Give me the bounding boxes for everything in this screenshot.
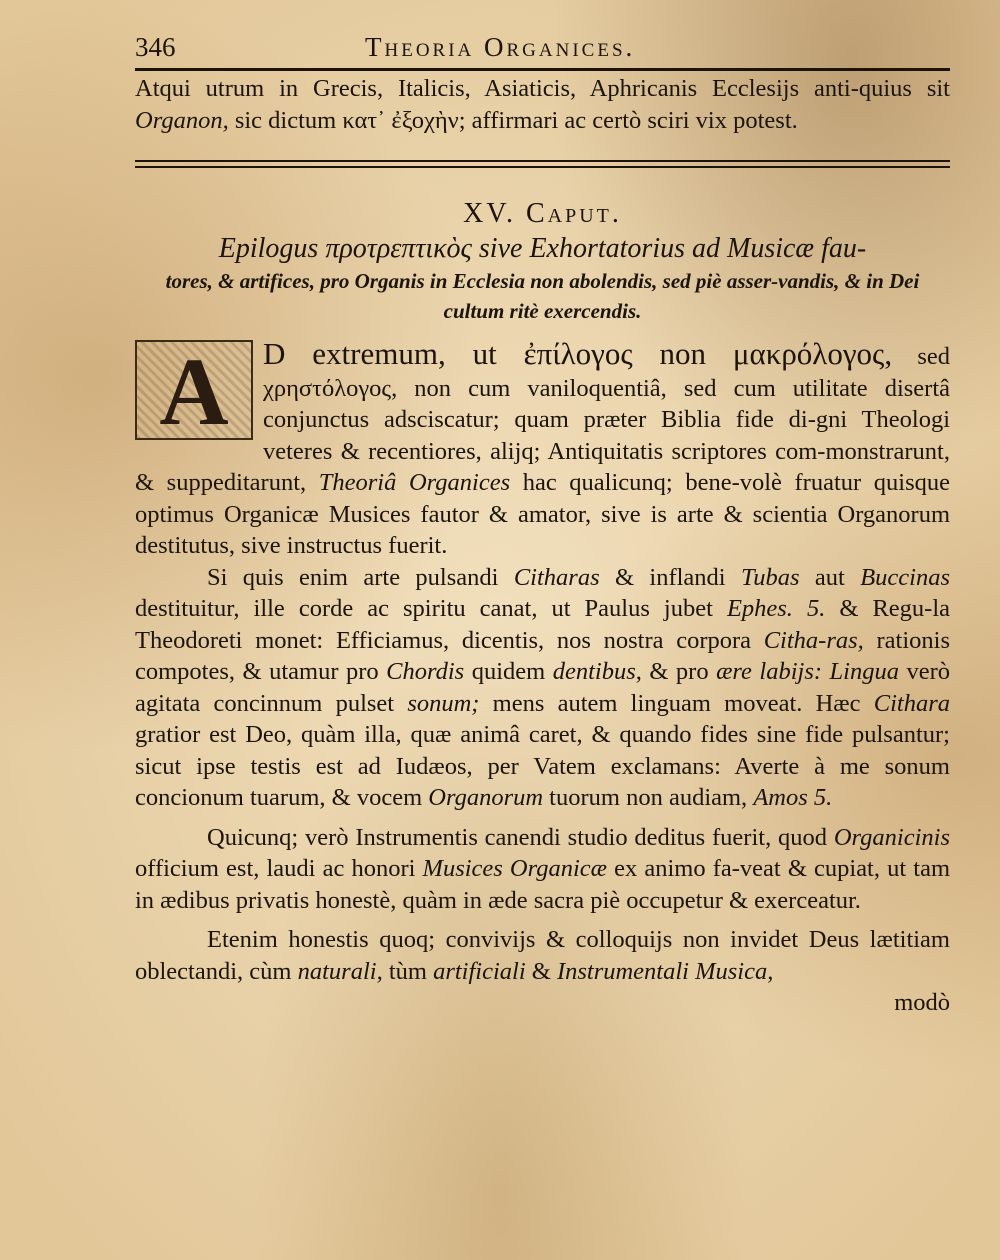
text-run: Atqui utrum in Grecis, Italicis, Asiaticis, Aphricanis Ecclesijs anti-quius sit [135, 75, 950, 102]
paragraph-3 [135, 822, 950, 917]
italic-run: Musices Organicæ [422, 855, 608, 882]
italic-run: Ephes. 5. [726, 595, 826, 622]
text-run: gratior est Deo, quàm illa, quæ animâ caret, & quando fides sine fide pulsantur; sicut ipse testis est ad Iudæos, per Vatem exclamans: Averte à me sonum concionum tuarum, & vocem [135, 721, 950, 811]
text-run: sed χρηστόλογος, non cum vaniloquentiâ, sed cum utilitate disertâ conjunctus adsciscatur; quam præter Biblia fide di-gni Theologi veteres & recentiores, alijq; Antiquitatis scriptores com-monstrarunt, & suppeditarunt, [135, 343, 951, 496]
paragraph-2 [135, 562, 950, 814]
italic-run: Organon, [135, 106, 229, 134]
italic-run: artificiali [433, 957, 526, 985]
text-run: sic dictum κατ᾽ ἐξοχὴν; affirmari ac certò sciri vix potest. [228, 106, 798, 134]
italic-run: Chordis [386, 658, 465, 685]
text-run: & inflandi [599, 563, 741, 591]
text-run: & Regu-la Theodoreti monet: Efficiamus, dicentis, nos nostra corpora [135, 595, 950, 654]
italic-run: Buccinas [860, 563, 951, 591]
chapter-number: XV. Caput. [463, 198, 622, 229]
italic-run: Organicinis [833, 823, 950, 851]
ornamental-dropcap [135, 338, 253, 445]
text-run: quidem [464, 658, 553, 685]
italic-run: Citha-ras, [763, 626, 864, 654]
text-run: rationis compotes, & utamur pro [135, 626, 950, 685]
text-run: tùm [382, 957, 434, 985]
italic-run: naturali, [297, 957, 383, 985]
page-header [135, 28, 950, 68]
text-run: destituitur, ille corde ac spiritu canat, ut Paulus jubet [135, 595, 727, 622]
text-run: & pro [641, 658, 717, 685]
intro-paragraph [135, 73, 950, 136]
chapter-title: Epilogus προτρεπτικὸς sive Exhortatorius ad Musicæ fau- [218, 233, 867, 264]
italic-run: Cithara [873, 689, 950, 717]
header-rule [135, 68, 950, 71]
text-run: officium est, laudi ac honori [135, 855, 423, 882]
text-run: & [525, 957, 557, 985]
page-number: 346 [135, 32, 176, 62]
text-run: hac qualicunq; bene-volè fruatur quisque optimus Organicæ Musices fautor & amator, sive is arte & scientia Organorum destitutus, sive instructus fuerit. [135, 469, 950, 559]
italic-run: Organorum [428, 784, 544, 811]
text-run: Si quis enim arte pulsandi [207, 563, 514, 591]
italic-run: Instrumentali Musica, [556, 957, 774, 985]
running-title: Theoria Organices. [365, 32, 636, 62]
text-run: Etenim honestis quoq; convivijs & colloquijs non invidet Deus lætitiam oblectandi, cùm [135, 926, 950, 985]
paragraph-4 [135, 924, 950, 987]
text-run: tuorum non audiam, [543, 784, 754, 811]
section-divider [135, 160, 950, 168]
italic-run: sonum; [407, 689, 480, 717]
dropcap-letter: A [159, 338, 229, 445]
text-run: mens autem linguam moveat. Hæc [479, 689, 874, 717]
italic-run: Citharas [513, 563, 600, 591]
text-run: Quicunq; verò Instrumentis canendi studio deditus fuerit, quod [207, 823, 834, 851]
page-content [135, 28, 950, 1017]
chapter-subtitle: tores, & artifices, pro Organis in Ecclesia non abolendis, sed piè asser-vandis, & in Dei cultum ritè exercendis. [165, 269, 920, 323]
italic-run: Amos 5. [753, 784, 833, 811]
first-line-text: D extremum, ut ἐπίλογος non μακρόλογος, [263, 336, 893, 371]
catchword: modò [894, 989, 950, 1016]
paragraph-1 [135, 338, 950, 562]
text-run: aut [799, 563, 861, 591]
text-run: verò agitata concinnum pulset [135, 658, 951, 717]
italic-run: Theoriâ Organices [318, 469, 511, 496]
italic-run: ære labijs: Lingua [716, 658, 899, 685]
text-run: ex animo fa-veat & cupiat, ut tam in ædibus privatis honestè, quàm in æde sacra piè occupetur & exerceatur. [135, 855, 951, 914]
italic-run: dentibus, [552, 658, 642, 685]
first-paragraph-block [135, 338, 950, 562]
italic-run: Tubas [740, 563, 800, 591]
